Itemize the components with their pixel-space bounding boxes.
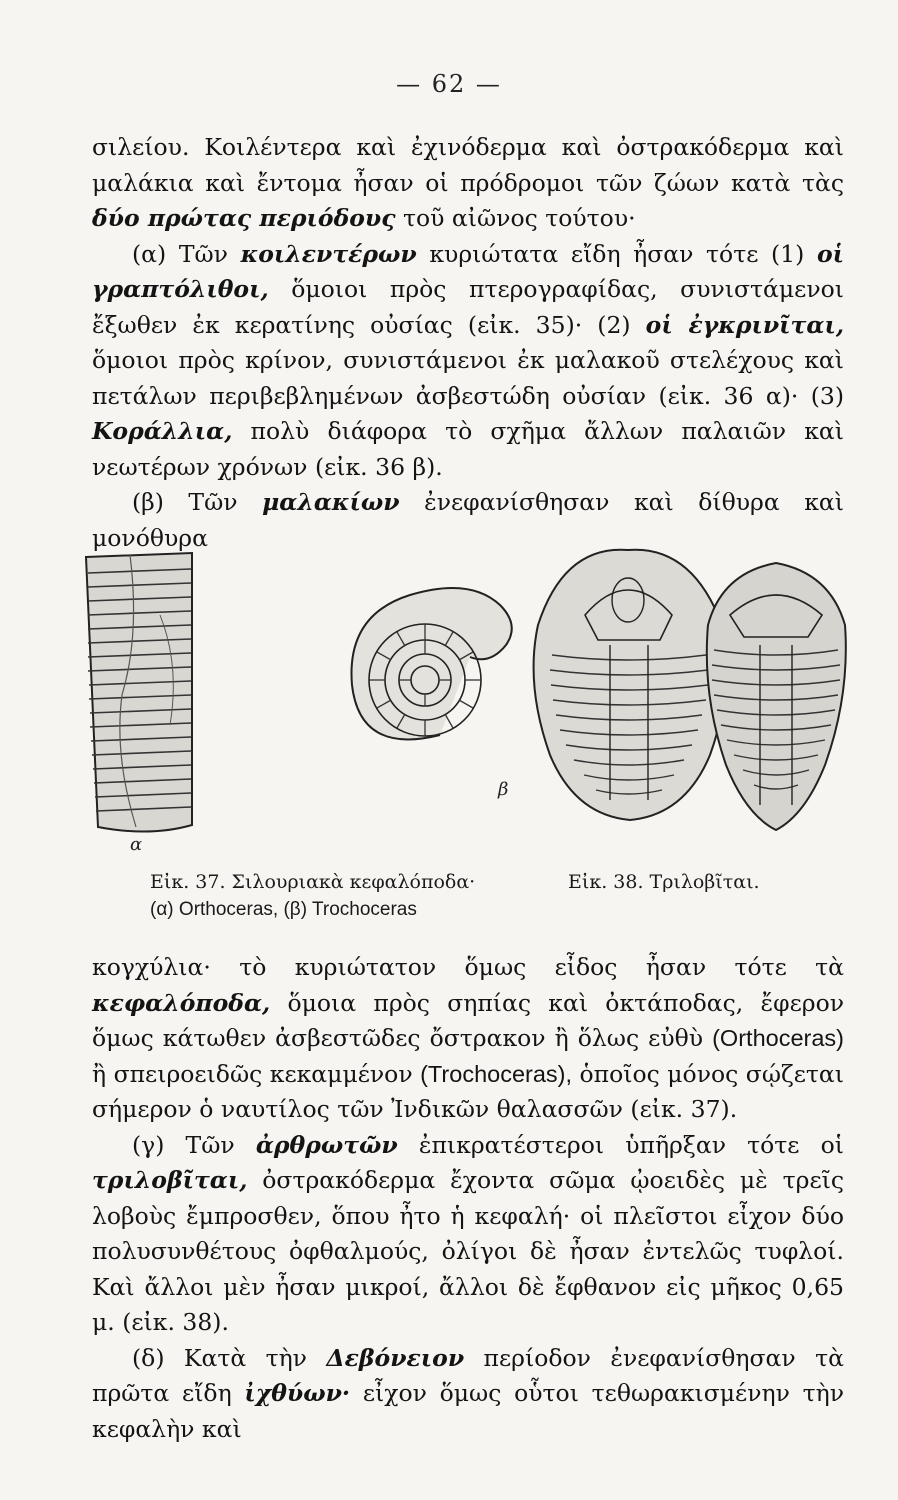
latin-term: (Trochoceras),	[420, 1060, 573, 1087]
fossil-figures	[70, 545, 850, 865]
latin-term: (Orthoceras)	[712, 1025, 844, 1051]
emphasis-term: οἱ ἐγκρινῖται,	[645, 310, 845, 339]
emphasis-term: κοιλεντέρων	[240, 239, 417, 268]
fossil-illustrations	[70, 545, 850, 865]
figure-label-b: β	[498, 779, 509, 800]
emphasis-term: μαλακίων	[262, 488, 400, 516]
emphasis-term: Δεβόνειον	[326, 1343, 465, 1372]
paragraph-coelenterates: (α) Τῶν κοιλεντέρων κυριώτατα εἴδη ἦσαν τότε (1) οἱ γραπτόλιθοι, ὅμοιοι πρὸς πτερογραφίδας, συνιστάμενοι ἔξωθεν ἐκ κερατίνης οὐσίας (εἰκ. 35)· (2) οἱ ἐγκρινῖται, ὅμοιοι πρὸς κρίνον, συνιστάμενοι ἐκ μαλακοῦ στελέχους καὶ πετάλων περιβεβλημένων ἀσβεστώδη οὐσίαν (εἰκ. 36 α)· (3) Κοράλλια, πολὺ διάφορα τὸ σχῆμα ἄλλων παλαιῶν καὶ νεωτέρων χρόνων (εἰκ. 36 β).	[92, 239, 845, 481]
figure-37-caption	[150, 868, 475, 924]
emphasis-term: ἀρθρωτῶν	[255, 1130, 398, 1159]
trochoceras-figure	[351, 588, 511, 739]
paragraph-cephalopods: κογχύλια· τὸ κυριώτατον ὅμως εἶδος ἦσαν τότε τὰ κεφαλόποδα, ὅμοια πρὸς σηπίας καὶ ὀκτάποδας, ἔφερον ὅμως κάτωθεν ἀσβεστῶδες ὄστρακον ἢ ὅλως εὐθὺ (Orthoceras) ἢ σπειροειδῶς κεκαμμένον (Trochoceras), ὁποῖος μόνος σῴζεται σήμερον ὁ ναυτίλος τῶν Ἰνδικῶν θαλασσῶν (εἰκ. 37).	[92, 953, 844, 1123]
figure-label-a: α	[130, 834, 143, 855]
emphasis-term: δύο πρώτας περιόδους	[92, 204, 396, 232]
lower-text-block	[92, 950, 844, 1447]
emphasis-term: κεφαλόποδα,	[92, 988, 271, 1017]
upper-text-block	[92, 130, 844, 556]
figure-37-caption-line1: Εἰκ. 37. Σιλουριακὰ κεφαλόποδα·	[150, 871, 476, 893]
paragraph-devonian: (δ) Κατὰ τὴν Δεβόνειον περίοδον ἐνεφανίσθησαν τὰ πρῶτα εἴδη ἰχθύων· εἶχον ὅμως οὗτοι τεθωρακισμένην τὴν κεφαλὴν καὶ	[92, 1343, 844, 1443]
emphasis-term: Κοράλλια,	[92, 417, 233, 445]
figure-37-caption-line2: (α) Orthoceras, (β) Trochoceras	[150, 899, 417, 920]
page-number: — 62 —	[396, 70, 502, 98]
figure-38-caption: Εἰκ. 38. Τριλοβῖται.	[568, 871, 760, 893]
orthoceras-figure	[86, 553, 192, 832]
trilobite-figure-2	[707, 563, 846, 830]
paragraph-arthropods: (γ) Τῶν ἀρθρωτῶν ἐπικρατέστεροι ὑπῆρξαν τότε οἱ τριλοβῖται, ὀστρακόδερμα ἔχοντα σῶμα ᾠοειδὲς μὲ τρεῖς λοβοὺς ἔμπροσθεν, ὅπου ἦτο ἡ κεφαλή· οἱ πλεῖστοι εἶχον δύο πολυσυνθέτους ὀφθαλμούς, ὀλίγοι δὲ ἦσαν ἐντελῶς τυφλοί. Καὶ ἄλλοι μὲν ἦσαν μικροί, ἄλλοι δὲ ἔφθανον εἰς μῆκος 0,65 μ. (εἰκ. 38).	[92, 1130, 844, 1336]
paragraph-mollusks: (β) Τῶν μαλακίων ἐνεφανίσθησαν καὶ δίθυρα καὶ μονόθυρα	[92, 488, 844, 552]
emphasis-term: τριλοβῖται,	[92, 1166, 248, 1194]
emphasis-term: ἰχθύων·	[244, 1379, 351, 1407]
emphasis-term: οἱ γραπτόλιθοι,	[92, 239, 844, 303]
trilobite-figure-1	[534, 550, 727, 820]
paragraph-continuation: σιλείου. Κοιλέντερα καὶ ἐχινόδερμα καὶ ὀστρακόδερμα καὶ μαλάκια καὶ ἔντομα ἦσαν οἱ πρόδρομοι τῶν ζώων κατὰ τὰς δύο πρώτας περιόδους τοῦ αἰῶνος τούτου·	[92, 133, 844, 232]
